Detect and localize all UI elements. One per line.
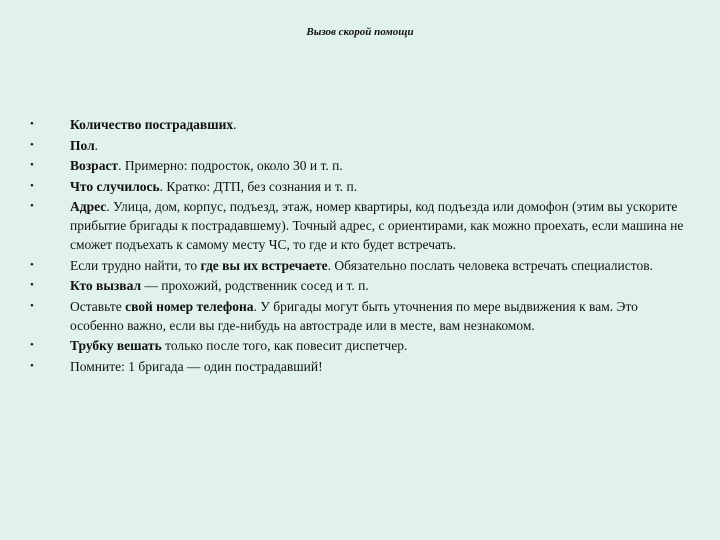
item-text: . Примерно: подросток, около 30 и т. п. bbox=[118, 158, 343, 173]
list-item bbox=[30, 297, 690, 335]
bullet-icon: • bbox=[30, 279, 34, 291]
list-item bbox=[30, 336, 690, 355]
bullet-icon: • bbox=[30, 179, 34, 192]
item-text: Если трудно найти, то bbox=[70, 257, 201, 273]
instructions-list bbox=[30, 115, 690, 377]
item-text: — прохожий, родственник сосед и т. п. bbox=[141, 278, 369, 293]
item-text: . Кратко: ДТП, без сознания и т. п. bbox=[159, 178, 358, 194]
item-text: . Улица, дом, корпус, подъезд, этаж, номер квартиры, код подъезда или домофон (этим вы ускорите прибытие бригады к пострадавшему). Точный адрес, с ориентирами, как можно проехать, если машина не сможет подъехать к самому месту ЧС, то где и кто будет встречать. bbox=[70, 199, 684, 252]
list-item bbox=[30, 357, 690, 376]
bullet-icon: • bbox=[30, 339, 34, 351]
item-text: . У бригады могут быть уточнения по мере выдвижения к вам. Это особенно важно, если вы где-нибудь на автостраде или в месте, вам незнакомом. bbox=[70, 298, 638, 333]
list-item bbox=[30, 136, 690, 155]
item-text: . bbox=[94, 137, 99, 153]
item-bold: Трубку вешать bbox=[70, 338, 162, 353]
item-text: . Обязательно послать человека встречать специалистов. bbox=[327, 257, 653, 273]
list-item bbox=[30, 177, 690, 196]
item-bold: Количество пострадавших bbox=[70, 117, 234, 132]
list-item bbox=[30, 256, 690, 275]
item-bold: Пол bbox=[70, 137, 95, 153]
item-text: только после того, как повесит диспетчер. bbox=[161, 338, 408, 353]
document-title: Вызов скорой помощи bbox=[306, 26, 414, 38]
item-text: Помните: 1 бригада — один пострадавший! bbox=[70, 358, 323, 374]
list-item bbox=[30, 156, 690, 175]
bullet-icon: • bbox=[30, 299, 34, 312]
item-bold: Возраст bbox=[70, 158, 119, 173]
bullet-icon: • bbox=[30, 258, 34, 271]
item-text: . bbox=[233, 117, 237, 132]
bullet-icon: • bbox=[30, 159, 34, 171]
list-item bbox=[30, 115, 690, 134]
list-item bbox=[30, 197, 690, 254]
list-item bbox=[30, 276, 690, 295]
bullet-icon: • bbox=[30, 359, 34, 372]
bullet-icon: • bbox=[30, 138, 34, 151]
item-bold: где вы их встречаете bbox=[200, 257, 328, 273]
item-text: Оставьте bbox=[70, 298, 126, 314]
bullet-icon: • bbox=[30, 200, 34, 212]
bullet-icon: • bbox=[30, 118, 34, 130]
item-bold: свой номер телефона bbox=[125, 298, 254, 314]
item-bold: Что случилось bbox=[70, 178, 160, 194]
item-bold: Кто вызвал bbox=[70, 278, 142, 293]
item-bold: Адрес bbox=[70, 199, 107, 214]
